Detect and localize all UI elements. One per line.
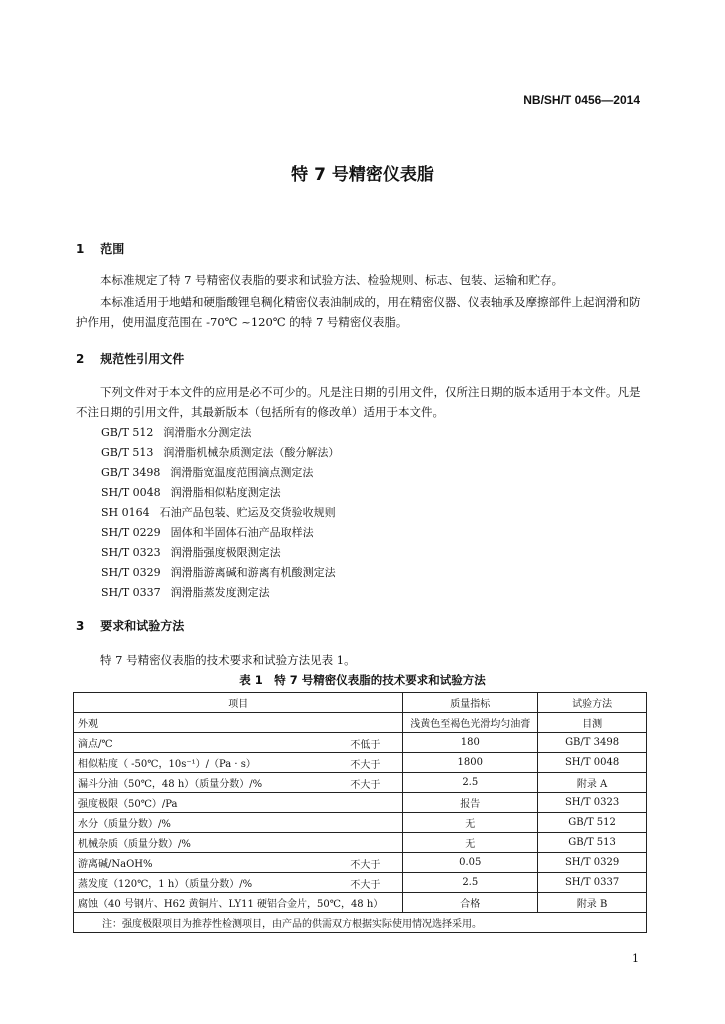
table-row [74,753,647,773]
item-label: 蒸发度（120℃，1 h）（质量分数）/% [78,879,253,890]
item-limit: 不大于 [350,880,381,891]
section-number: 1 [76,242,85,256]
row-method: GB/T 513 [538,833,647,853]
item-label: 漏斗分油（50℃，48 h）（质量分数）/% [78,779,263,790]
spec-table [73,692,647,933]
row-method: 目测 [538,713,647,733]
reference-item [101,463,313,483]
table-row [74,853,647,873]
item-label: 外观 [78,719,98,730]
row-method: SH/T 0329 [538,853,647,873]
reference-item [101,543,281,563]
item-label: 腐蚀（40 号钢片、H62 黄铜片、LY11 硬铝合金片，50℃，48 h） [78,899,384,910]
row-value: 合格 [403,893,538,913]
row-value: 2.5 [403,873,538,893]
row-method: GB/T 3498 [538,733,647,753]
reference-item [101,563,336,583]
reference-code: SH 0164 [101,506,150,519]
row-method: GB/T 512 [538,813,647,833]
section-number: 2 [76,352,85,366]
row-item [74,813,403,833]
item-label: 游离碱/NaOH% [78,859,153,870]
reference-title: 润滑脂机械杂质测定法（酸分解法） [163,446,340,459]
row-method: 附录 B [538,893,647,913]
row-value: 1800 [403,753,538,773]
row-item [74,833,403,853]
reference-title: 固体和半固体石油产品取样法 [170,526,314,539]
table-row [74,813,647,833]
reference-item [101,523,314,543]
section-title: 范围 [100,242,125,256]
reference-code: SH/T 0048 [101,486,161,499]
reference-title: 石油产品包装、贮运及交货验收规则 [159,506,336,519]
section-title: 要求和试验方法 [100,619,185,633]
scope-paragraph-2: 本标准适用于地蜡和硬脂酸锂皂稠化精密仪表油制成的，用在精密仪器、仪表轴承及摩擦部件上起润滑和防护作用，使用温度范围在 -70℃ ~120℃ 的特 7 号精密仪表脂。 [76,295,641,329]
row-item [74,753,403,773]
table-note: 注：强度极限项目为推荐性检测项目，由产品的供需双方根据实际使用情况选择采用。 [74,913,647,933]
item-label: 相似粘度（ -50℃，10s⁻¹）/（Pa · s） [78,759,256,770]
row-value: 报告 [403,793,538,813]
reference-title: 润滑脂宽温度范围滴点测定法 [170,466,314,479]
item-label: 滴点/℃ [78,739,113,750]
table-row [74,773,647,793]
table-row [74,873,647,893]
page-number: 1 [632,952,639,965]
reference-item [101,423,251,443]
row-item [74,733,403,753]
table-row [74,893,647,913]
reference-title: 润滑脂游离碱和游离有机酸测定法 [170,566,336,579]
row-method: SH/T 0337 [538,873,647,893]
row-value: 180 [403,733,538,753]
item-label: 水分（质量分数）/% [78,819,171,830]
row-value: 0.05 [403,853,538,873]
reference-item [101,503,336,523]
row-method: SH/T 0323 [538,793,647,813]
table-row [74,793,647,813]
table-caption: 表 1 特 7 号精密仪表脂的技术要求和试验方法 [239,673,486,687]
item-label: 机械杂质（质量分数）/% [78,839,191,850]
row-item [74,773,403,793]
row-item [74,713,403,733]
reference-code: GB/T 513 [101,446,154,459]
row-method: SH/T 0048 [538,753,647,773]
row-item [74,793,403,813]
reference-item [101,583,270,603]
reference-item [101,483,281,503]
standard-number: NB/SH/T 0456—2014 [523,93,640,107]
section-3-heading [76,617,184,634]
reference-code: SH/T 0229 [101,526,161,539]
section-1-heading [76,240,124,257]
table-row [74,713,647,733]
header-method: 试验方法 [538,693,647,713]
reference-title: 润滑脂蒸发度测定法 [170,586,270,599]
row-value: 无 [403,813,538,833]
table-header-row [74,693,647,713]
item-limit: 不低于 [350,740,381,751]
item-label: 强度极限（50℃）/Pa [78,799,178,810]
item-limit: 不大于 [350,860,381,871]
reference-code: GB/T 3498 [101,466,161,479]
reference-title: 润滑脂相似粘度测定法 [170,486,281,499]
row-item [74,853,403,873]
row-item [74,873,403,893]
section-number: 3 [76,619,85,633]
item-limit: 不大于 [350,780,381,791]
item-limit: 不大于 [350,760,381,771]
row-value: 2.5 [403,773,538,793]
reference-title: 润滑脂水分测定法 [163,426,252,439]
scope-paragraph-1: 本标准规定了特 7 号精密仪表脂的要求和试验方法、检验规则、标志、包装、运输和贮存。 [100,273,564,287]
reference-item [101,443,339,463]
table-row [74,733,647,753]
row-method: 附录 A [538,773,647,793]
reference-title: 润滑脂强度极限测定法 [170,546,281,559]
normative-references-intro: 下列文件对于本文件的应用是必不可少的。凡是注日期的引用文件，仅所注日期的版本适用于本文件。凡是不注日期的引用文件，其最新版本（包括所有的修改单）适用于本文件。 [76,385,641,419]
row-value: 无 [403,833,538,853]
row-value: 浅黄色至褐色光滑均匀油膏 [403,713,538,733]
section-title: 规范性引用文件 [100,352,185,366]
document-title: 特 7 号精密仪表脂 [291,165,434,185]
reference-code: SH/T 0337 [101,586,161,599]
table-row [74,833,647,853]
header-quality: 质量指标 [403,693,538,713]
reference-code: SH/T 0329 [101,566,161,579]
table-note-row [74,913,647,933]
section-2-heading [76,350,184,367]
header-item: 项目 [74,693,403,713]
reference-code: SH/T 0323 [101,546,161,559]
row-item [74,893,403,913]
reference-code: GB/T 512 [101,426,154,439]
requirements-intro: 特 7 号精密仪表脂的技术要求和试验方法见表 1。 [100,653,356,667]
